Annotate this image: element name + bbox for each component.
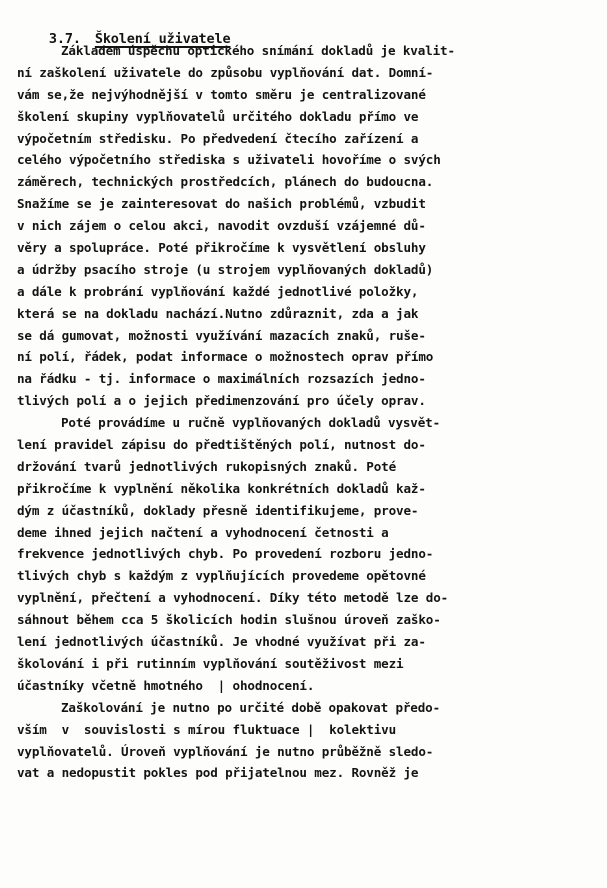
text-line: vyplňovatelů. Úroveň vyplňování je nutno průběžně sledo- [17,743,434,759]
text-line: a údržby psacího stroje (u strojem vyplňovaných dokladů) [17,261,434,277]
text-line: dým z účastníků, doklady přesně identifikujeme, prove- [17,502,419,518]
text-line: výpočetním středisku. Po předvedení čtecího zařízení a [17,130,419,146]
text-line: frekvence jednotlivých chyb. Po provedení rozboru jedno- [17,546,434,562]
text-line: ní polí, řádek, podat informace o možnostech oprav přímo [17,349,434,365]
text-line: vším v souvislosti s mírou fluktuace | kolektivu [17,721,397,737]
section-title: Školení uživatele [94,31,231,47]
text-line: Základem úspěchu optického snímání dokladů je kvalit- [61,43,455,58]
text-line: záměrech, technických prostředcích, plánech do budoucna. [17,174,434,190]
text-line: lení jednotlivých účastníků. Je vhodné využívat při za- [17,634,426,650]
text-line: lení pravidel zápisu do předtištěných polí, nutnost do- [17,437,426,453]
text-line: ní zaškolení uživatele do způsobu vyplňování dat. Domní- [17,64,434,80]
text-line: vám se,že nejvýhodnější v tomto směru je centralizované [17,86,426,102]
text-line: věry a spolupráce. Poté přikročíme k vysvětlení obsluhy [17,240,426,256]
text-line: účastníky včetně hmotného | ohodnocení. [17,677,315,693]
text-line: sáhnout během cca 5 školicích hodin slušnou úroveň zaško- [17,612,441,628]
text-line: držování tvarů jednotlivých rukopisných znaků. Poté [17,458,397,474]
text-line: v nich zájem o celou akci, navodit ovzduší vzájemné dů- [17,218,426,234]
text-line: která se na dokladu nachází.Nutno zdůraznit, zda a jak [17,305,419,321]
text-line: tlivých chyb s každým z vyplňujících provedeme opětovné [17,568,426,584]
text-line: se dá gumovat, možnosti využívání mazacích znaků, ruše- [17,327,426,343]
text-line: školování i při rutinním vyplňování soutěživost mezi [17,655,404,671]
body-text [17,40,597,784]
text-line: a dále k probrání vyplňování každé jednotlivé položky, [17,283,419,299]
text-line: přikročíme k vyplnění několika konkrétních dokladů kaž- [17,480,426,496]
text-line: vyplnění, přečtení a vyhodnocení. Díky této metodě lze do- [17,590,449,606]
section-number: 3.7. [48,31,81,47]
text-line: Zaškolování je nutno po určité době opakovat předo- [61,699,441,715]
text-line: školení skupiny vyplňovatelů určitého dokladu přímo ve [17,108,419,124]
text-line: Snažíme se je zainteresovat do našich problémů, vzbudit [17,196,426,212]
text-line: na řádku - tj. informace o maximálních rozsazích jedno- [17,371,426,387]
text-line: Poté provádíme u ručně vyplňovaných dokladů vysvět- [61,415,441,431]
text-line: deme ihned jejich načtení a vyhodnocení četnosti a [17,524,389,540]
text-line: celého výpočetního střediska s uživateli hovoříme o svých [17,152,441,168]
text-line: tlivých polí a o jejich předimenzování pro účely oprav. [17,393,426,409]
text-line: vat a nedopustit pokles pod přijatelnou mez. Rovněž je [17,765,419,781]
